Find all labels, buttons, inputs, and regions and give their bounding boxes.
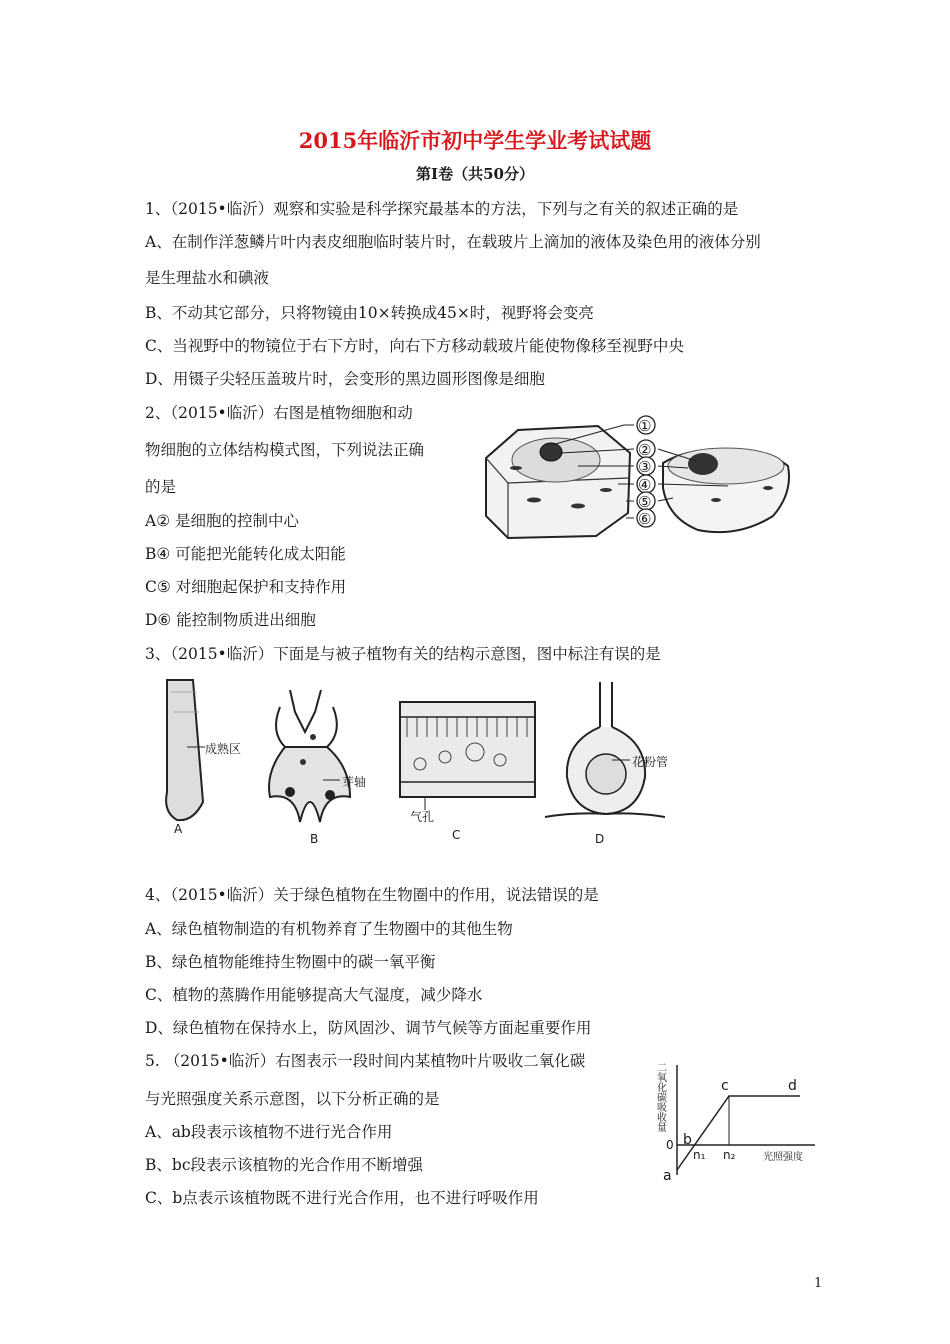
figD-label: 花粉管 [632,755,669,769]
figC-letter: C [452,828,461,842]
q2-option-c: C⑤ 对细胞起保护和支持作用 [145,578,347,596]
graph-xlabel: 光照强度 [763,1152,803,1163]
q2-option-b: B④ 可能把光能转化成太阳能 [145,545,346,563]
q1-option-b: B、不动其它部分，只将物镜由10×转换成45×时，视野将会变亮 [145,304,594,322]
q5-stem-line1: 5. （2015•临沂）右图表示一段时间内某植物叶片吸收二氧化碳 [145,1052,586,1070]
graph-tick-n2: n₂ [723,1148,736,1162]
cell-label-2: ② [638,441,652,459]
figA-label: 成熟区 [205,742,242,756]
q5-stem-line2: 与光照强度关系示意图，以下分析正确的是 [145,1090,440,1108]
q4-option-b: B、绿色植物能维持生物圈中的碳一氧平衡 [145,953,436,971]
graph-point-d: d [788,1078,797,1094]
cell-label-1: ① [638,417,652,435]
q4-option-a: A、绿色植物制造的有机物养育了生物圈中的其他生物 [145,920,513,938]
graph-ylabel: 二氧化碳吸收量 [657,1063,667,1134]
figD-letter: D [595,832,605,846]
graph-point-b: b [683,1132,692,1148]
graph-origin: 0 [666,1138,674,1152]
q5-option-a: A、ab段表示该植物不进行光合作用 [145,1123,393,1141]
graph-tick-n1: n₁ [693,1148,706,1162]
q1-option-c: C、当视野中的物镜位于右下方时，向右下方移动载玻片能使物像移至视野中央 [145,337,684,355]
figA-letter: A [174,822,183,836]
q4-option-c: C、植物的蒸腾作用能够提高大气湿度，减少降水 [145,986,483,1004]
q5-option-c: C、b点表示该植物既不进行光合作用，也不进行呼吸作用 [145,1189,539,1207]
figC-label: 气孔 [410,810,435,824]
q1-option-d: D、用镊子尖轻压盖玻片时，会变形的黑边圆形图像是细胞 [145,370,545,388]
co2-light-graph [655,1060,825,1185]
q2-option-a: A② 是细胞的控制中心 [145,512,300,530]
q2-stem-line2: 物细胞的立体结构模式图，下列说法正确 [145,441,425,459]
q4-option-d: D、绿色植物在保持水上，防风固沙、调节气候等方面起重要作用 [145,1019,592,1037]
figB-letter: B [310,832,319,846]
section-heading: 第Ⅰ卷（共50分） [416,165,534,183]
q2-stem-line1: 2、（2015•临沂）右图是植物细胞和动 [145,404,413,422]
graph-point-a: a [663,1168,672,1184]
q3-stem: 3、（2015•临沂）下面是与被子植物有关的结构示意图，图中标注有误的是 [145,645,661,663]
cell-label-3: ③ [638,458,652,476]
graph-point-c: c [721,1078,729,1094]
q2-option-d: D⑥ 能控制物质进出细胞 [145,611,316,629]
q1-stem: 1、（2015•临沂）观察和实验是科学探究最基本的方法，下列与之有关的叙述正确的是 [145,200,739,218]
q1-option-a: A、在制作洋葱鳞片叶内表皮细胞临时装片时，在载玻片上滴加的液体及染色用的液体分别 [145,233,761,251]
plant-structures-figure [145,672,669,852]
figB-label: 芽轴 [342,775,367,789]
cell-label-4: ④ [638,476,652,494]
q1-option-a-cont: 是生理盐水和碘液 [145,269,270,287]
page-number: 1 [814,1276,823,1291]
cell-label-6: ⑥ [638,510,652,528]
q5-option-b: B、bc段表示该植物的光合作用不断增强 [145,1156,423,1174]
q4-stem: 4、（2015•临沂）关于绿色植物在生物圈中的作用，说法错误的是 [145,886,599,904]
cell-label-5: ⑤ [638,493,652,511]
q2-stem-line3: 的是 [145,478,177,496]
page-title: 2015年临沂市初中学生学业考试试题 [298,128,652,153]
cell-structure-figure [478,408,818,548]
